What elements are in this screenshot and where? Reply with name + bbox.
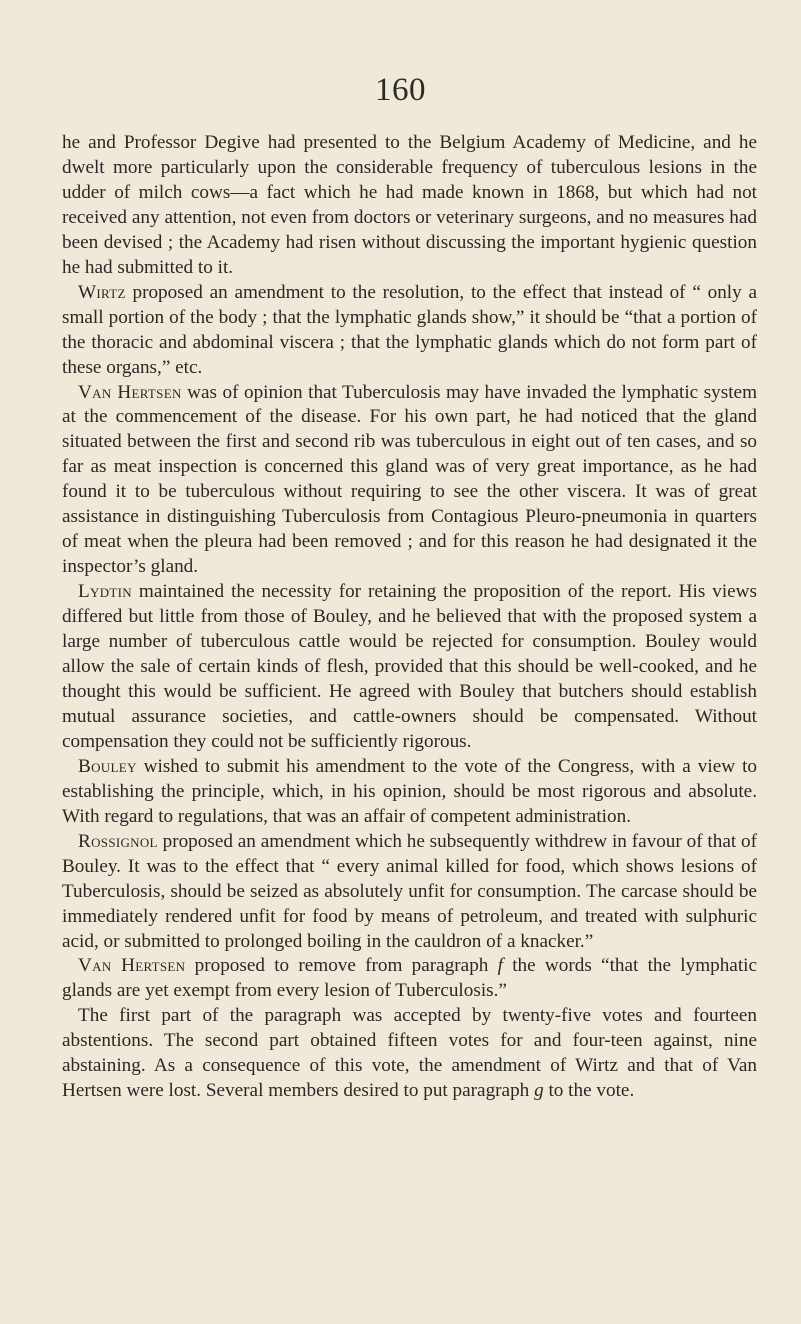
paragraph-text: he and Professor Degive had presented to the Belgium Academy of Medicine, and he dwelt more particularly upon the considerable frequency of tuberculous lesions in the udder of milch cows—a fact which he had made known in 1868, but which had not received any attention, not even from doctors or veterinary surgeons, and no measures had been devised ; the Academy had risen without discussing the important hygienic question he had submitted to it.: [62, 132, 757, 278]
paragraph-van-hertsen: [62, 381, 757, 581]
paragraph-text-end: to the vote.: [543, 1080, 635, 1102]
speaker-name: Van Hertsen: [78, 955, 186, 977]
body-text: [62, 131, 757, 1104]
paragraph-text: wished to submit his amendment to the vote of the Congress, with a view to establishing the principle, which, in his opinion, should be most rigorous and absolute. With regard to regulations, that was an affair of competent administration.: [62, 755, 757, 827]
paragraph-text: was of opinion that Tuberculosis may have invaded the lymphatic system at the commencement of the disease. For his own part, he had noticed that the gland situated between the first and second rib was tuberculous in eight out of ten cases, and so far as meat inspection is concerned this gland was of very great importance, as he had found it to be tuberculous without requiring to see the other viscera. It was of great assistance in distinguishing Tuberculosis from Contagious Pleuro-pneumonia in quarters of meat when the pleura had been removed ; and for this reason he had designated it the inspector’s gland.: [62, 381, 757, 578]
paragraph-vote-result: [62, 1004, 757, 1104]
paragraph-lydtin: [62, 580, 757, 755]
speaker-name: Bouley: [78, 755, 137, 777]
speaker-name: Rossignol: [78, 830, 158, 852]
paragraph-letter: f: [497, 955, 503, 977]
paragraph-letter: g: [534, 1080, 544, 1102]
page-number: 160: [375, 72, 426, 108]
speaker-name: Lydtin: [78, 581, 132, 603]
paragraph-text-end: the words “that the lymphatic glands are yet exempt from every lesion of Tuberculosis.”: [62, 955, 757, 1002]
paragraph-text: The first part of the paragraph was accepted by twenty-five votes and fourteen abstentions. The second part obtained fifteen votes for and four-teen against, nine abstaining. As a consequence of this vote, the amendment of Wirtz and that of Van Hertsen were lost. Several members desired to put paragraph: [62, 1005, 757, 1102]
paragraph-text: proposed to remove from paragraph: [185, 955, 498, 977]
paragraph-rossignol: [62, 830, 757, 955]
paragraph-wirtz: [62, 281, 757, 381]
paragraph-text: proposed an amendment which he subsequently withdrew in favour of that of Bouley. It was to the effect that “ every animal killed for food, which shows lesions of Tuberculosis, should be seized as absolutely unfit for consumption. The carcase should be immediately rendered unfit for food by means of petroleum, and treated with sulphuric acid, or submitted to prolonged boiling in the cauldron of a knacker.”: [62, 830, 757, 952]
paragraph-continuation: [62, 131, 757, 281]
paragraph-van-hertsen-2: [62, 954, 757, 1004]
paragraph-text: proposed an amendment to the resolution, to the effect that instead of “ only a small portion of the body ; that the lymphatic glands show,” it should be “that a portion of the thoracic and abdominal viscera ; that the lymphatic glands which do not form part of these organs,” etc.: [62, 281, 757, 378]
paragraph-text: maintained the necessity for retaining the proposition of the report. His views differed but little from those of Bouley, and he believed that with the proposed system a large number of tuberculous cattle would be rejected for consumption. Bouley would allow the sale of certain kinds of flesh, provided that this should be well-cooked, and he thought this would be sufficient. He agreed with Bouley that butchers should establish mutual assurance societies, and cattle-owners should be compensated. Without compensation they could not be sufficiently rigorous.: [62, 581, 757, 752]
speaker-name: Wirtz: [78, 281, 126, 303]
paragraph-bouley: [62, 755, 757, 830]
speaker-name: Van Hertsen: [78, 381, 182, 403]
